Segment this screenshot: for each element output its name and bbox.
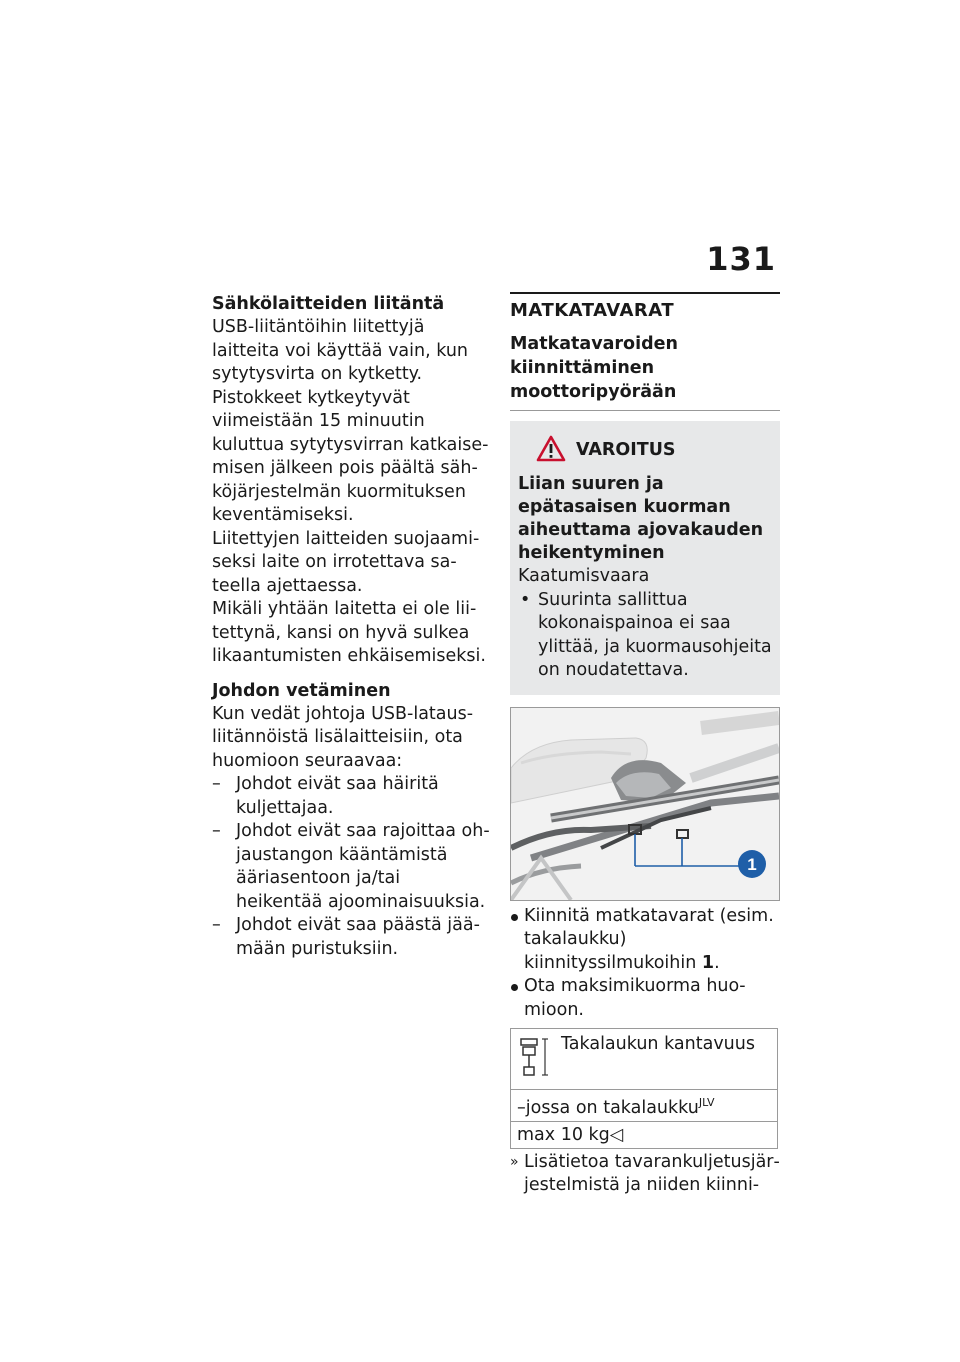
list-item: – Johdot eivät saa häiritä kuljettajaa. (212, 773, 492, 820)
list-item: Ota maksimikuorma huomioon. (510, 975, 780, 1022)
heading-electrical-connection: Sähkölaitteiden liitäntä (212, 294, 445, 314)
page-number: 131 (706, 240, 776, 278)
paragraph-cover: Mikäli yhtään laitetta ei ole liitettynä, kansi on hyvä sulkea likaantumisten ehkäisemiseksi. (212, 599, 486, 666)
heading-cable-routing: Johdon vetäminen (212, 680, 391, 701)
left-column (212, 292, 492, 961)
warning-box (510, 421, 780, 695)
list-item: – Johdot eivät saa päästä jäämään puristuksiin. (212, 914, 492, 961)
spec-condition: –jossa on takalaukku$^{JLV}$ (511, 1089, 777, 1121)
paragraph-cable-intro: Kun vedät johtoja USB-latausliitännöistä lisälaitteisiin, ota huomioon seuraavaa: (212, 703, 474, 771)
list-item: Kiinnitä matkatavarat (esim. takalaukku) kiinnityssilmukoihin 1. (510, 905, 780, 976)
warning-bullet: • Suurinta sallittua kokonaispainoa ei saa ylittää, ja kuormausohjeita on noudatettava. (518, 589, 772, 683)
more-info-text: » Lisätietoa tavarankuljetusjärjestelmistä ja niiden kiinni- (510, 1151, 780, 1198)
section-title: MATKATAVARAT (510, 292, 780, 324)
right-column (510, 292, 780, 1198)
luggage-fastening-illustration (510, 707, 780, 901)
callout-number: 1 (747, 854, 757, 874)
paragraph-usb-usage: USB-liitäntöihin liitettyjä laitteita voi käyttää vain, kun sytytysvirta on kytketty. Pistokkeet kytkeytyvät viimeistään 15 minuutin kuluttua sytytysvirran katkaisemisen jälkeen pois päältä sähköjärjestelmän kuormituksen keventämiseksi. (212, 317, 489, 525)
spec-value: max 10 kg◁ (511, 1121, 777, 1148)
warning-triangle-icon (536, 435, 566, 466)
warning-subtext: Kaatumisvaara (518, 566, 650, 586)
subsection-title: Matkatavaroiden kiinnittäminen moottoripyörään (510, 332, 780, 411)
warning-label: VAROITUS (576, 440, 676, 460)
list-item: – Johdot eivät saa rajoittaa ohjaustangon kääntämistä ääriasentoon ja/tai heikentää ajoominaisuuksia. (212, 820, 492, 914)
warning-title (536, 435, 772, 465)
spec-header (511, 1029, 777, 1089)
warning-heading: Liian suuren ja epätasaisen kuorman aiheuttama ajovakauden heikentyminen (518, 474, 764, 563)
spec-title: Takalaukun kantavuus (561, 1034, 755, 1054)
spec-table (510, 1028, 778, 1149)
weight-load-icon (517, 1033, 551, 1085)
paragraph-protection: Liitettyjen laitteiden suojaamiseksi laite on irrotettava sateella ajettaessa. (212, 528, 480, 596)
